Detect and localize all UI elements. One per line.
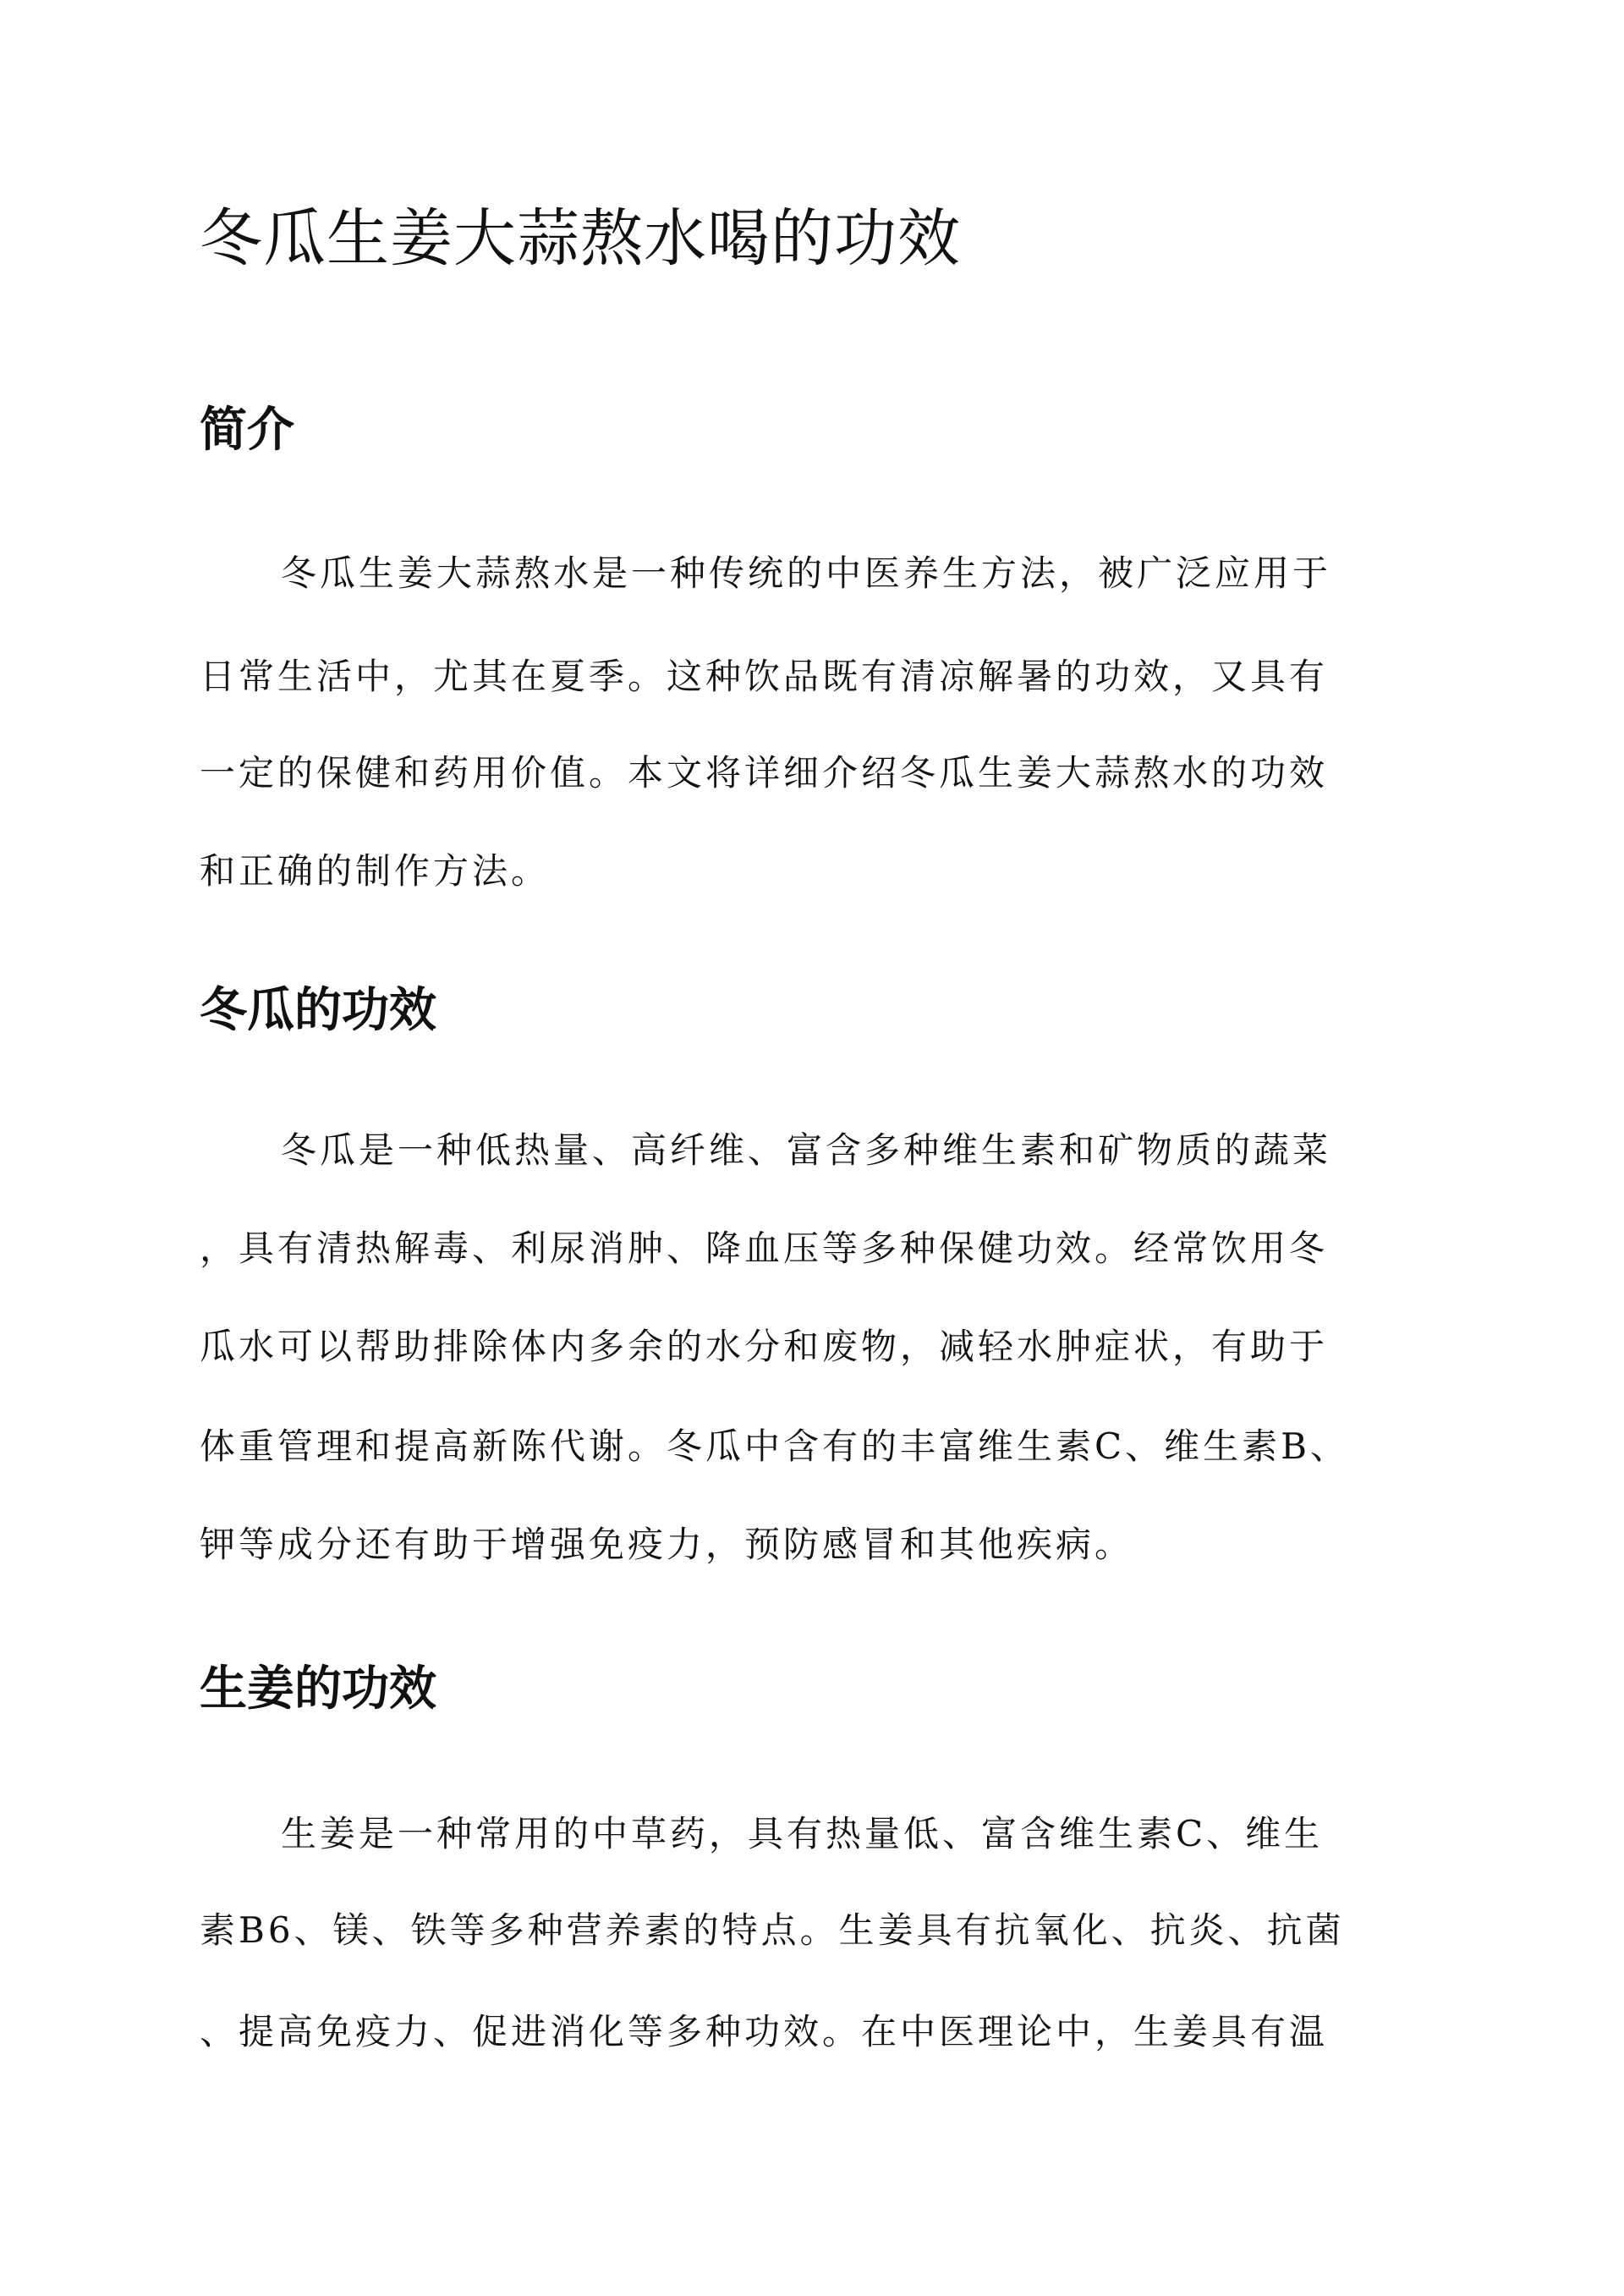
paragraph-line: 素B6、镁、铁等多种营养素的特点。生姜具有抗氧化、抗炎、抗菌 — [200, 1909, 1345, 1951]
paragraph-line: 、提高免疫力、促进消化等多种功效。在中医理论中，生姜具有温 — [200, 2011, 1329, 2052]
paragraph-line: 冬瓜是一种低热量、高纤维、富含多种维生素和矿物质的蔬菜 — [281, 1129, 1332, 1171]
document-title: 冬瓜生姜大蒜熬水喝的功效 — [200, 202, 961, 275]
paragraph-line: 一定的保健和药用价值。本文将详细介绍冬瓜生姜大蒜熬水的功效 — [200, 752, 1329, 794]
paragraph-line: 日常生活中，尤其在夏季。这种饮品既有清凉解暑的功效，又具有 — [200, 656, 1329, 697]
section-heading-winter-melon: 冬瓜的功效 — [200, 982, 436, 1038]
paragraph-line: 和正确的制作方法。 — [200, 850, 551, 892]
paragraph-line: 瓜水可以帮助排除体内多余的水分和废物，减轻水肿症状，有助于 — [200, 1326, 1329, 1367]
section-heading-ginger: 生姜的功效 — [200, 1661, 436, 1717]
paragraph-line: 冬瓜生姜大蒜熬水是一种传统的中医养生方法，被广泛应用于 — [281, 552, 1332, 594]
paragraph-line: ，具有清热解毒、利尿消肿、降血压等多种保健功效。经常饮用冬 — [200, 1228, 1329, 1269]
paragraph-line: 体重管理和提高新陈代谢。冬瓜中含有的丰富维生素C、维生素B、 — [200, 1425, 1350, 1467]
section-heading-intro: 简介 — [200, 402, 294, 458]
paragraph-line: 钾等成分还有助于增强免疫力，预防感冒和其他疾病。 — [200, 1524, 1134, 1565]
paragraph-line: 生姜是一种常用的中草药，具有热量低、富含维生素C、维生 — [281, 1813, 1324, 1854]
